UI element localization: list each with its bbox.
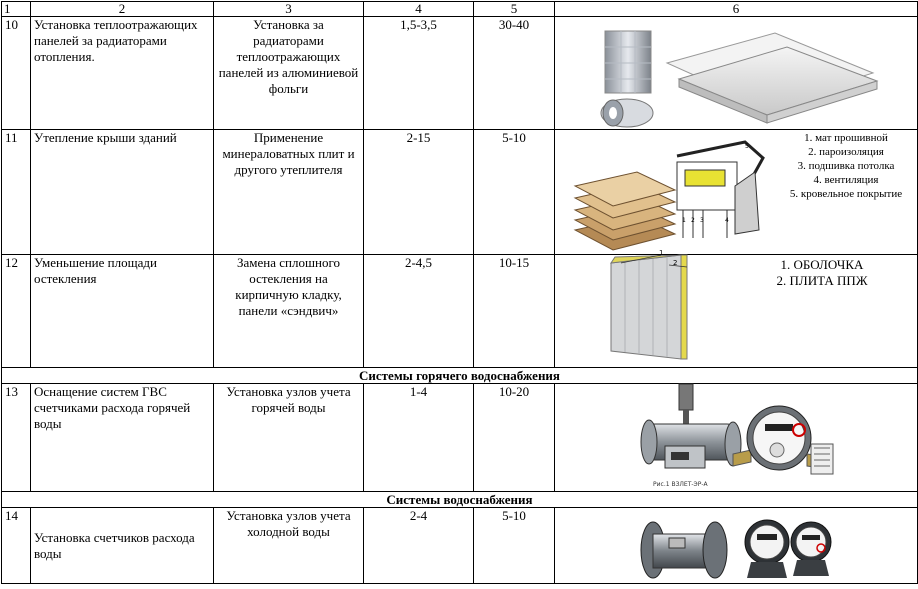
svg-text:4: 4 — [725, 217, 729, 224]
table-row — [2, 255, 918, 368]
measure-method: Установка узлов учета холодной воды — [214, 508, 364, 584]
value-col5: 10-20 — [474, 384, 555, 492]
table-row — [2, 130, 918, 255]
hot-water-meter-image — [555, 384, 918, 492]
svg-text:1: 1 — [682, 217, 686, 224]
legend-item: 3. подшивка потолка — [797, 160, 895, 172]
svg-text:Рис.1 ВЗЛЕТ-ЭР-А: Рис.1 ВЗЛЕТ-ЭР-А — [653, 481, 708, 488]
table-row — [2, 384, 918, 492]
measure-method: Установка узлов учета горячей воды — [214, 384, 364, 492]
measure-method: Применение минераловатных плит и другого утеплителя — [214, 130, 364, 255]
measures-table — [1, 1, 918, 584]
legend-item: 4. вентиляция — [813, 174, 879, 186]
roof-insulation-image — [555, 130, 918, 255]
value-col5: 30-40 — [474, 17, 555, 130]
legend-item: 1. ОБОЛОЧКА — [780, 257, 864, 272]
svg-text:5: 5 — [745, 143, 749, 150]
header-cell-3: 3 — [214, 2, 364, 17]
sandwich-legend — [767, 257, 877, 289]
value-col5: 10-15 — [474, 255, 555, 368]
header-cell-1: 1 — [2, 2, 31, 17]
header-cell-6: 6 — [555, 2, 918, 17]
sandwich-panel-image — [555, 249, 918, 368]
value-col4: 2-4 — [364, 508, 474, 584]
legend-item: 5. кровельное покрытие — [789, 188, 903, 200]
svg-text:2: 2 — [691, 217, 695, 224]
foil-panel-image — [555, 17, 918, 130]
svg-text:1: 1 — [659, 249, 664, 257]
cold-water-meter-image — [555, 508, 918, 584]
row-number: 10 — [2, 17, 31, 130]
svg-text:2: 2 — [673, 259, 678, 267]
measure-title: Установка счетчиков расхода воды — [31, 508, 214, 584]
legend-item: 2. пароизоляция — [808, 146, 884, 158]
table-row — [2, 508, 918, 584]
header-cell-2: 2 — [31, 2, 214, 17]
header-cell-5: 5 — [474, 2, 555, 17]
section-title: Системы горячего водоснабжения — [2, 368, 918, 384]
section-row — [2, 492, 918, 508]
header-cell-4: 4 — [364, 2, 474, 17]
roof-legend — [781, 131, 911, 201]
value-col4: 1,5-3,5 — [364, 17, 474, 130]
mineral-wool-slabs — [575, 172, 675, 250]
legend-item: 1. мат прошивной — [804, 132, 888, 144]
roof-section-diagram — [677, 142, 763, 238]
section-row — [2, 368, 918, 384]
row-number: 11 — [2, 130, 31, 255]
section-title: Системы водоснабжения — [2, 492, 918, 508]
measure-title: Уменьшение площади остекления — [31, 255, 214, 368]
svg-text:3: 3 — [700, 217, 704, 224]
table-row — [2, 17, 918, 130]
value-col5: 5-10 — [474, 130, 555, 255]
measure-title: Утепление крыши зданий — [31, 130, 214, 255]
value-col4: 2-15 — [364, 130, 474, 255]
row-number: 14 — [2, 508, 31, 584]
row-number: 12 — [2, 255, 31, 368]
value-col4: 2-4,5 — [364, 255, 474, 368]
measure-method: Установка за радиаторами теплоотражающих панелей из алюминиевой фольги — [214, 17, 364, 130]
measure-title: Оснащение систем ГВС счетчиками расхода горячей воды — [31, 384, 214, 492]
header-row — [2, 2, 918, 17]
value-col4: 1-4 — [364, 384, 474, 492]
row-number: 13 — [2, 384, 31, 492]
measure-method: Замена сплошного остекления на кирпичную кладку, панели «сэндвич» — [214, 255, 364, 368]
measure-title: Установка теплоотражающих панелей за радиаторами отопления. — [31, 17, 214, 130]
value-col5: 5-10 — [474, 508, 555, 584]
legend-item: 2. ПЛИТА ППЖ — [776, 273, 868, 288]
